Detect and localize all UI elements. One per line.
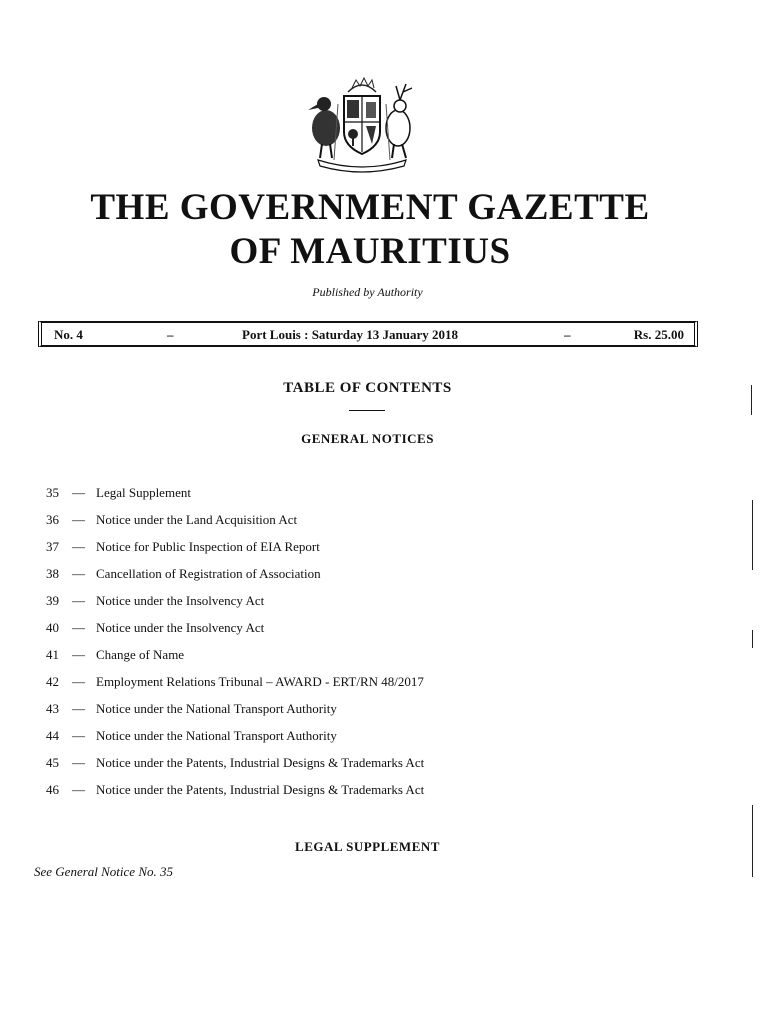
notice-number: 35 bbox=[46, 485, 59, 500]
notice-title: Notice under the Insolvency Act bbox=[96, 593, 265, 608]
coat-of-arms-icon bbox=[300, 74, 424, 174]
legal-supplement-heading: LEGAL SUPPLEMENT bbox=[295, 839, 440, 854]
toc-item[interactable] bbox=[46, 566, 321, 582]
notice-number: 38 bbox=[46, 566, 59, 581]
toc-dash: — bbox=[72, 512, 85, 527]
separator-dash: – bbox=[564, 327, 571, 342]
place-and-date: Port Louis : Saturday 13 January 2018 bbox=[242, 327, 458, 342]
notice-title: Notice under the National Transport Authority bbox=[96, 728, 337, 743]
notice-title: Notice under the Patents, Industrial Designs & Trademarks Act bbox=[96, 782, 425, 797]
general-notices-heading: GENERAL NOTICES bbox=[301, 431, 434, 446]
toc-item[interactable] bbox=[46, 539, 320, 555]
issue-number: No. 4 bbox=[54, 327, 83, 342]
toc-item[interactable] bbox=[46, 512, 297, 528]
notice-number: 41 bbox=[46, 647, 59, 662]
toc-dash: — bbox=[72, 566, 85, 581]
notice-title: Notice under the Insolvency Act bbox=[96, 620, 265, 635]
scan-edge-mark bbox=[752, 500, 753, 570]
notice-title: Notice under the Patents, Industrial Designs & Trademarks Act bbox=[96, 755, 425, 770]
table-of-contents-title: TABLE OF CONTENTS bbox=[283, 380, 452, 396]
toc-item[interactable] bbox=[46, 593, 264, 609]
toc-item[interactable] bbox=[46, 782, 424, 798]
issue-info-bar bbox=[38, 321, 698, 347]
toc-dash: — bbox=[72, 674, 85, 689]
toc-dash: — bbox=[72, 647, 85, 662]
notice-number: 46 bbox=[46, 782, 59, 797]
notice-title: Notice under the National Transport Authority bbox=[96, 701, 337, 716]
toc-dash: — bbox=[72, 593, 85, 608]
toc-dash: — bbox=[72, 782, 85, 797]
notice-title: Employment Relations Tribunal – AWARD - ERT/RN 48/2017 bbox=[96, 674, 424, 689]
title-divider bbox=[349, 410, 385, 411]
notice-number: 42 bbox=[46, 674, 59, 689]
toc-dash: — bbox=[72, 620, 85, 635]
notice-title: Notice for Public Inspection of EIA Report bbox=[96, 539, 320, 554]
toc-dash: — bbox=[72, 728, 85, 743]
notice-title: Legal Supplement bbox=[96, 485, 191, 500]
notice-number: 44 bbox=[46, 728, 59, 743]
notice-number: 43 bbox=[46, 701, 59, 716]
notice-number: 36 bbox=[46, 512, 59, 527]
notice-number: 39 bbox=[46, 593, 59, 608]
published-by-authority: Published by Authority bbox=[312, 285, 423, 299]
notice-title: Change of Name bbox=[96, 647, 185, 662]
scan-edge-mark bbox=[752, 630, 753, 648]
toc-item[interactable] bbox=[46, 701, 337, 717]
notice-title: Notice under the Land Acquisition Act bbox=[96, 512, 298, 527]
notice-number: 37 bbox=[46, 539, 59, 554]
toc-item[interactable] bbox=[46, 647, 184, 663]
toc-item[interactable] bbox=[46, 755, 424, 771]
scan-edge-mark bbox=[751, 385, 752, 415]
toc-dash: — bbox=[72, 539, 85, 554]
see-general-notice-reference: See General Notice No. 35 bbox=[34, 864, 173, 879]
gazette-title-line-2: OF MAURITIUS bbox=[229, 231, 511, 272]
separator-dash: – bbox=[167, 327, 174, 342]
toc-dash: — bbox=[72, 485, 85, 500]
notice-number: 45 bbox=[46, 755, 59, 770]
notice-number: 40 bbox=[46, 620, 59, 635]
toc-item[interactable] bbox=[46, 620, 264, 636]
scan-edge-mark bbox=[752, 805, 753, 877]
toc-item[interactable] bbox=[46, 674, 424, 690]
toc-item[interactable] bbox=[46, 485, 191, 501]
issue-price: Rs. 25.00 bbox=[633, 327, 684, 342]
notice-title: Cancellation of Registration of Association bbox=[96, 566, 321, 581]
toc-dash: — bbox=[72, 701, 85, 716]
toc-item[interactable] bbox=[46, 728, 337, 744]
toc-dash: — bbox=[72, 755, 85, 770]
gazette-title-line-1: THE GOVERNMENT GAZETTE bbox=[90, 187, 650, 228]
